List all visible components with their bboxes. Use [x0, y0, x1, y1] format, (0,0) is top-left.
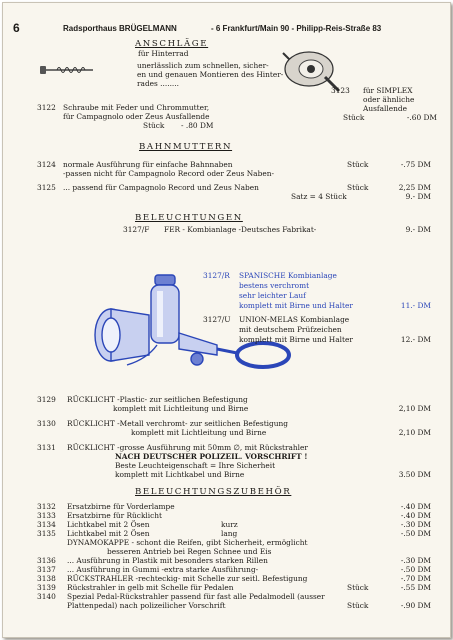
item-3127f-text: FER - Kombianlage -Deutsches Fabrikat-: [164, 225, 317, 234]
item-3122-unit: Stück: [143, 121, 165, 130]
accessory-item-number: 3138: [37, 574, 56, 583]
accessory-item-price: -.50 DM: [400, 565, 431, 574]
item-3127u-line-2: mit deutschem Prüfzeichen: [239, 325, 342, 334]
item-3130-price: 2,10 DM: [398, 428, 431, 437]
accessory-item-price: -.70 DM: [400, 574, 431, 583]
accessory-item-text: RÜCKSTRAHLER -rechteckig- mit Schelle zur seitl. Befestigung: [67, 574, 308, 583]
item-3129-line-1: RÜCKLICHT -Plastic- zur seitlichen Befestigung: [67, 395, 248, 404]
accessory-item-text: DYNAMOKAPPE - schont die Reifen, gibt Sicherheit, ermöglicht: [67, 538, 308, 547]
item-3127r-line-1: SPANISCHE Kombianlage: [239, 271, 337, 280]
item-3122-line-1: Schraube mit Feder und Chrommutter,: [63, 103, 210, 112]
item-3127f-price: 9.- DM: [405, 225, 431, 234]
item-3123-unit: Stück: [343, 113, 365, 122]
anschlaege-desc-2: en und genauen Montieren des Hinter-: [137, 70, 284, 79]
item-3127u-line-1: UNION-MELAS Kombianlage: [239, 315, 350, 324]
accessory-item-number: 3137: [37, 565, 56, 574]
item-3122-line-2: für Campagnolo oder Zeus Ausfallende: [63, 112, 210, 121]
accessory-item-price: -.50 DM: [400, 529, 431, 538]
item-3127u-line-3: komplett mit Birne und Halter: [239, 335, 353, 344]
item-3131-line-1: RÜCKLICHT -grosse Ausführung mit 50mm ∅, mit Rückstrahler: [67, 443, 308, 452]
anschlaege-desc-3: rades ........: [137, 79, 179, 88]
section-title-anschlaege: ANSCHLÄGE: [135, 39, 209, 49]
accessory-item-text: Spezial Pedal-Rückstrahler passend für fast alle Pedalmodell (ausser: [67, 592, 325, 601]
spring-screw-icon: [39, 63, 95, 77]
item-3123-line-2: oder ähnliche: [363, 95, 415, 104]
accessory-item-number: 3133: [37, 511, 56, 520]
accessory-item-number: 3139: [37, 583, 56, 592]
accessory-item-text: besseren Antrieb bei Regen Schnee und Eis: [107, 547, 272, 556]
item-3131-line-2: NACH DEUTSCHER POLIZEIL. VORSCHRIFT !: [115, 452, 308, 461]
section-title-bahnmuttern: BAHNMUTTERN: [139, 142, 233, 152]
section-title-beleuchtungen: BELEUCHTUNGEN: [135, 213, 243, 223]
item-3124-line-1: normale Ausführung für einfache Bahnnaben: [63, 160, 233, 169]
item-3124-line-2: -passen nicht für Campagnolo Record oder Zeus Naben-: [63, 169, 274, 178]
accessory-item-text: Plattenpedal) nach polizeilicher Vorschrift: [67, 601, 226, 610]
item-3123-no: 3123: [331, 86, 350, 95]
item-3130-line-1: RÜCKLICHT -Metall verchromt- zur seitlichen Befestigung: [67, 419, 289, 428]
accessory-item-text: Rückstrahler in gelb mit Schelle für Pedalen: [67, 583, 234, 592]
accessory-item-text: Ersatzbirne für Rücklicht: [67, 511, 163, 520]
item-3124-no: 3124: [37, 160, 56, 169]
item-3129-price: 2,10 DM: [398, 404, 431, 413]
accessory-item-number: 3136: [37, 556, 56, 565]
accessory-item-number: 3140: [37, 592, 56, 601]
accessory-item-number: 3132: [37, 502, 56, 511]
firm-address: - 6 Frankfurt/Main 90 - Philipp-Reis-Straße 83: [211, 24, 382, 33]
accessory-item-variant: kurz: [221, 520, 238, 529]
firm-name: Radsporthaus BRÜGELMANN: [63, 24, 177, 33]
item-3127u-no: 3127/U: [203, 315, 231, 324]
accessory-item-text: ... Ausführung in Plastik mit besonders starken Rillen: [67, 556, 268, 565]
accessory-item-number: 3134: [37, 520, 56, 529]
accessory-item-price: -.30 DM: [400, 520, 431, 529]
accessory-item-text: Lichtkabel mit 2 Ösen: [67, 529, 150, 538]
accessory-item-price: -.40 DM: [400, 511, 431, 520]
item-3130-line-2: komplett mit Lichtleitung und Birne: [131, 428, 267, 437]
item-3129-line-2: komplett mit Lichtleitung und Birne: [113, 404, 249, 413]
item-3127r-line-4: komplett mit Birne und Halter: [239, 301, 353, 310]
item-3125-set-label: Satz = 4 Stück: [291, 192, 347, 201]
accessory-item-price: -.40 DM: [400, 502, 431, 511]
item-3125-set-price: 9.- DM: [405, 192, 431, 201]
item-3122-price: - .80 DM: [181, 121, 214, 130]
item-3123-line-1: für SIMPLEX: [363, 86, 413, 95]
item-3131-no: 3131: [37, 443, 56, 452]
item-3127r-line-3: sehr leichter Lauf: [239, 291, 306, 300]
item-3123-price: -.60 DM: [406, 113, 437, 122]
item-3130-no: 3130: [37, 419, 56, 428]
item-3127u-price: 12.- DM: [400, 335, 431, 344]
anschlaege-desc-1: unerlässlich zum schnellen, sicher-: [137, 61, 269, 70]
accessory-item-price: -.90 DM: [400, 601, 431, 610]
item-3124-unit: Stück: [347, 160, 369, 169]
item-3127r-line-2: bestens verchromt: [239, 281, 310, 290]
item-3125-unit: Stück: [347, 183, 369, 192]
item-3131-price: 3.50 DM: [398, 470, 431, 479]
accessory-item-variant: lang: [221, 529, 238, 538]
accessory-item-text: Lichtkabel mit 2 Ösen: [67, 520, 150, 529]
item-3127r-price: 11.- DM: [400, 301, 431, 310]
item-3131-line-3: Beste Leuchteigenschaft = Ihre Sicherheit: [115, 461, 276, 470]
accessory-item-price: -.30 DM: [400, 556, 431, 565]
section-title-zubehoer: BELEUCHTUNGSZUBEHÖR: [135, 487, 292, 497]
accessory-item-unit: Stück: [347, 601, 369, 610]
item-3123-line-3: Ausfallende: [363, 104, 407, 113]
anschlaege-subtitle: für Hinterrad: [138, 49, 189, 58]
accessory-item-text: ... Ausführung in Gummi -extra starke Ausführung-: [67, 565, 259, 574]
item-3122-no: 3122: [37, 103, 56, 112]
item-3125-price: 2,25 DM: [398, 183, 431, 192]
page-number: 6: [13, 21, 20, 35]
item-3125-no: 3125: [37, 183, 56, 192]
accessory-item-price: -.55 DM: [400, 583, 431, 592]
item-3131-line-4: komplett mit Lichtkabel und Birne: [115, 470, 245, 479]
accessory-item-number: 3135: [37, 529, 56, 538]
item-3124-price: -.75 DM: [400, 160, 431, 169]
catalog-page: [2, 2, 451, 638]
accessory-item-text: Ersatzbirne für Vorderlampe: [67, 502, 175, 511]
item-3125-line-1: ... passend für Campagnolo Record und Zeus Naben: [63, 183, 259, 192]
accessory-item-unit: Stück: [347, 583, 369, 592]
item-3129-no: 3129: [37, 395, 56, 404]
item-3127f-no: 3127/F: [123, 225, 150, 234]
item-3127r-no: 3127/R: [203, 271, 230, 280]
